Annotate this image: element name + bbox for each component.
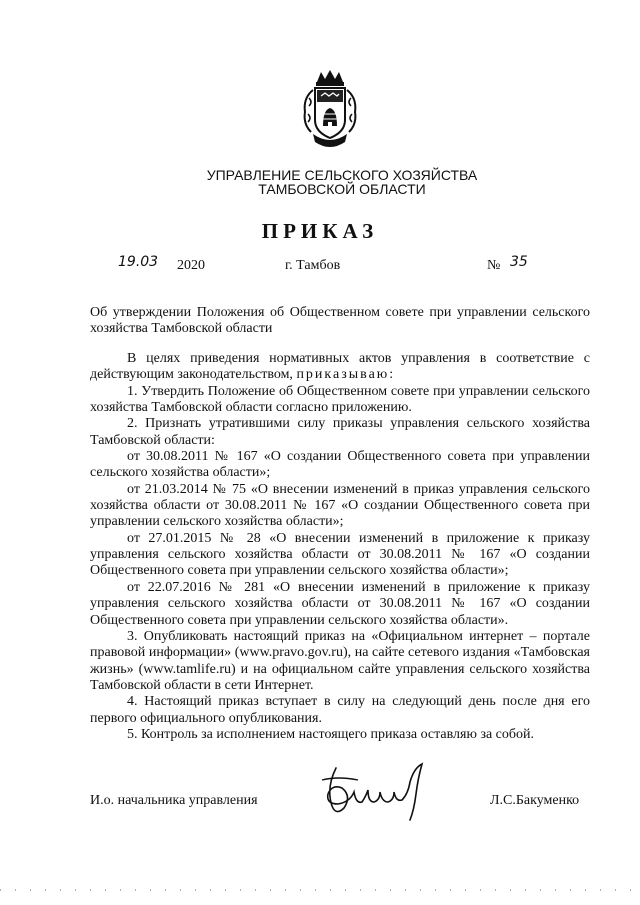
body-paragraph: от 22.07.2016 № 281 «О внесении изменений в приложение к приказу управления сельского хозяйства области от 30.08.2011 № 167 «О создании Общественного совета при управлении сельского хозяйства области». xyxy=(90,579,590,628)
body-paragraph: от 30.08.2011 № 167 «О создании Общественного совета при управлении сельского хозяйства области»; xyxy=(90,449,590,481)
order-word: приказываю: xyxy=(296,367,396,383)
number-label: № xyxy=(487,258,501,273)
body-paragraph: 5. Контроль за исполнением настоящего приказа оставляю за собой. xyxy=(127,726,535,742)
document-city: г. Тамбов xyxy=(285,258,341,273)
signer-position: И.о. начальника управления xyxy=(90,793,258,808)
body-paragraph: от 21.03.2014 № 75 «О внесении изменений в приказ управления сельского хозяйства области от 30.08.2011 № 167 «О создании Общественного совета при управлении сельского хозяйства области»; xyxy=(90,481,590,530)
intro-paragraph xyxy=(90,351,590,384)
intro-text: В целях приведения нормативных актов управления в соответствие с действующим законодательством, xyxy=(90,351,590,383)
organization-name-line1: УПРАВЛЕНИЕ СЕЛЬСКОГО ХОЗЯЙСТВА xyxy=(206,167,478,183)
scan-artifact-dots xyxy=(0,888,640,892)
body-paragraph: 2. Признать утратившими силу приказы управления сельского хозяйства Тамбовской области: xyxy=(90,416,590,448)
handwritten-signature xyxy=(318,758,438,824)
body-paragraph: 3. Опубликовать настоящий приказ на «Официальном интернет – портале правовой информации» (www.pravo.gov.ru), на сайте сетевого издания «Тамбовская жизнь» (www.tamlife.ru) и на официальном сайте управления сельского хозяйства Тамбовской области в сети Интернет. xyxy=(90,628,590,693)
handwritten-date: 19.03 xyxy=(118,254,159,270)
body-paragraph: 4. Настоящий приказ вступает в силу на следующий день после дня его первого официального опубликования. xyxy=(90,694,590,726)
body-paragraph: от 27.01.2015 № 28 «О внесении изменений в приложение к приказу управления сельского хозяйства области от 30.08.2011 № 167 «О создании Общественного совета при управлении сельского хозяйства области»; xyxy=(90,530,590,579)
handwritten-number: 35 xyxy=(510,254,528,270)
signer-name: Л.С.Бакуменко xyxy=(490,793,580,808)
organization-name-line2: ТАМБОВСКОЙ ОБЛАСТИ xyxy=(258,181,426,197)
document-year: 2020 xyxy=(177,258,205,273)
document-subject: Об утверждении Положения об Общественном совете при управлении сельского хозяйства Тамбовской области xyxy=(90,305,590,336)
document-title: ПРИКАЗ xyxy=(261,219,379,243)
coat-of-arms-emblem xyxy=(299,68,361,152)
body-paragraph: 1. Утвердить Положение об Общественном совете при управлении сельского хозяйства Тамбовской области согласно приложению. xyxy=(90,383,590,416)
document-body xyxy=(90,351,590,743)
